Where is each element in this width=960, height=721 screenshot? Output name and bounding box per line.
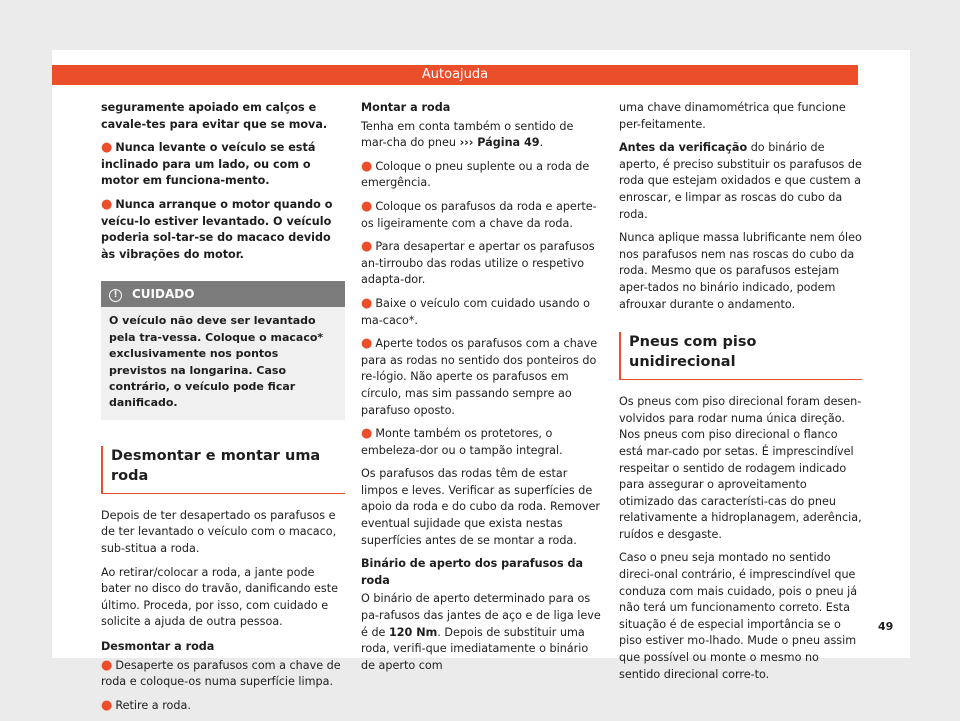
list-item-text: Nunca levante o veículo se está inclinado para um lado, ou com o motor em funciona-mento. xyxy=(101,141,316,188)
bullet-icon: ● xyxy=(361,336,373,352)
list-item-text: Aperte todos os parafusos com a chave para as rodas no sentido dos ponteiros do re-lógio. Não aperte os parafusos em círculo, mas sim passando sempre ao parafuso oposto. xyxy=(361,337,598,417)
list-item xyxy=(101,658,345,691)
paragraph: seguramente apoiado em calços e cavale-tes para evitar que se mova. xyxy=(101,101,328,131)
paragraph: Nunca aplique massa lubrificante nem óleo nos parafusos nem nas roscas do cubo da roda. Mesmo que os parafusos estejam aper-tados no binário indicado, podem afrouxar durante o andamento. xyxy=(619,231,862,311)
list-item-text: Nunca arranque o motor quando o veícu-lo estiver levantado. O veículo poderia sol-tar-se do macaco devido às vibrações do motor. xyxy=(101,197,333,261)
subheading: Montar a roda xyxy=(361,101,451,114)
bullet-icon: ● xyxy=(101,657,113,673)
list-item xyxy=(361,426,601,459)
bullet-icon: ● xyxy=(361,239,373,255)
paragraph: Os parafusos das rodas têm de estar limpos e leves. Verificar as superfícies de apoio da roda e do cubo da roda. Remover eventual sujidade que exista nestas superfícies antes de se montar a roda. xyxy=(361,467,601,547)
paragraph xyxy=(361,591,601,674)
list-item xyxy=(361,199,601,232)
list-item xyxy=(361,239,601,289)
list-item xyxy=(361,336,601,419)
subheading: Binário de aperto dos parafusos da roda xyxy=(361,557,584,587)
column-3 xyxy=(619,100,862,690)
text: . Depois de substituir uma roda, verifi-que imediatamente o binário de aperto com xyxy=(361,625,589,672)
bullet-icon: ● xyxy=(361,198,373,214)
warning-header xyxy=(101,281,345,307)
column-2 xyxy=(361,100,601,681)
paragraph xyxy=(361,119,601,152)
bullet-icon: ● xyxy=(361,295,373,311)
page-header: Autoajuda xyxy=(52,65,858,85)
list-item-text: Baixe o veículo com cuidado usando o ma-caco*. xyxy=(361,296,590,327)
bullet-icon: ● xyxy=(101,140,113,156)
warning-box xyxy=(101,281,345,419)
list-item-text: Retire a roda. xyxy=(115,698,191,712)
list-item xyxy=(101,197,345,263)
bullet-icon: ● xyxy=(361,158,373,174)
torque-value: 120 Nm xyxy=(388,625,438,639)
paragraph xyxy=(619,140,862,223)
list-item xyxy=(361,296,601,329)
warning-text: O veículo não deve ser levantado pela tra-vessa. Coloque o macaco* exclusivamente nos pontos previstos na longarina. Caso contrário, o veículo pode ficar danificado. xyxy=(109,314,324,410)
list-item xyxy=(101,140,345,190)
page-number: 49 xyxy=(878,620,894,633)
list-item xyxy=(101,698,345,715)
list-item xyxy=(361,159,601,192)
column-1 xyxy=(101,100,345,721)
text: Tenha em conta também o sentido de mar-cha do pneu xyxy=(361,119,574,150)
text: O binário de aperto determinado para os pa-rafusos das jantes de aço e de liga leve é de xyxy=(361,592,601,639)
warning-title: CUIDADO xyxy=(132,287,195,302)
list-item-text: Coloque os parafusos da roda e aperte-os ligeiramente com a chave da roda. xyxy=(361,199,597,230)
paragraph: Caso o pneu seja montado no sentido direci-onal contrário, é imprescindível que conduza com mais cuidado, pois o pneu já não terá um funcionamento correto. Esta situação é de especial importância se o piso estiver mo-lhado. Mude o pneu assim que possível ou monte o mesmo no sentido direcional corre-to. xyxy=(619,551,858,681)
list-item-text: Coloque o pneu suplente ou a roda de emergência. xyxy=(361,159,590,190)
paragraph: Depois de ter desapertado os parafusos e de ter levantado o veículo com o macaco, sub-stitua a roda. xyxy=(101,508,337,555)
paragraph: uma chave dinamométrica que funcione per-feitamente. xyxy=(619,101,846,131)
paragraph: Ao retirar/colocar a roda, a jante pode bater no disco do travão, danificando este último. Proceda, por isso, com cuidado e solicite a ajuda de outra pessoa. xyxy=(101,565,339,629)
bullet-icon: ● xyxy=(101,697,113,713)
paragraph: Os pneus com piso direcional foram desen-volvidos para rodar numa única direção. Nos pneus com piso direcional o flanco está mar-cado por setas. É imprescindível respeitar o sentido de rodagem indicado para assegurar o aproveitamento otimizado das característi-cas do pneu relativamente a hidroplanagem, aderência, ruídos e desgaste. xyxy=(619,395,862,541)
text: do binário de aperto, é preciso substituir os parafusos de roda que estejam oxidados e que custem a enroscar, e limpar as roscas do cubo da roda. xyxy=(619,141,862,221)
subheading: Desmontar a roda xyxy=(101,639,215,653)
page-reference-link[interactable]: ››› Página 49 xyxy=(459,136,540,150)
list-item-text: Monte também os protetores, o embeleza-dor ou o tampão integral. xyxy=(361,427,563,457)
text: . xyxy=(539,136,544,150)
bullet-icon: ● xyxy=(361,426,373,442)
bold-lead: Antes da verificação xyxy=(619,141,748,155)
warning-icon: ! xyxy=(109,289,122,302)
list-item-text: Desaperte os parafusos com a chave de roda e coloque-os numa superfície limpa. xyxy=(101,658,341,689)
section-title: Desmontar e montar uma roda xyxy=(101,446,345,494)
section-title: Pneus com piso unidirecional xyxy=(619,332,862,380)
list-item-text: Para desapertar e apertar os parafusos an-tirroubo das rodas utilize o respetivo adapta-dor. xyxy=(361,240,595,287)
bullet-icon: ● xyxy=(101,196,113,212)
